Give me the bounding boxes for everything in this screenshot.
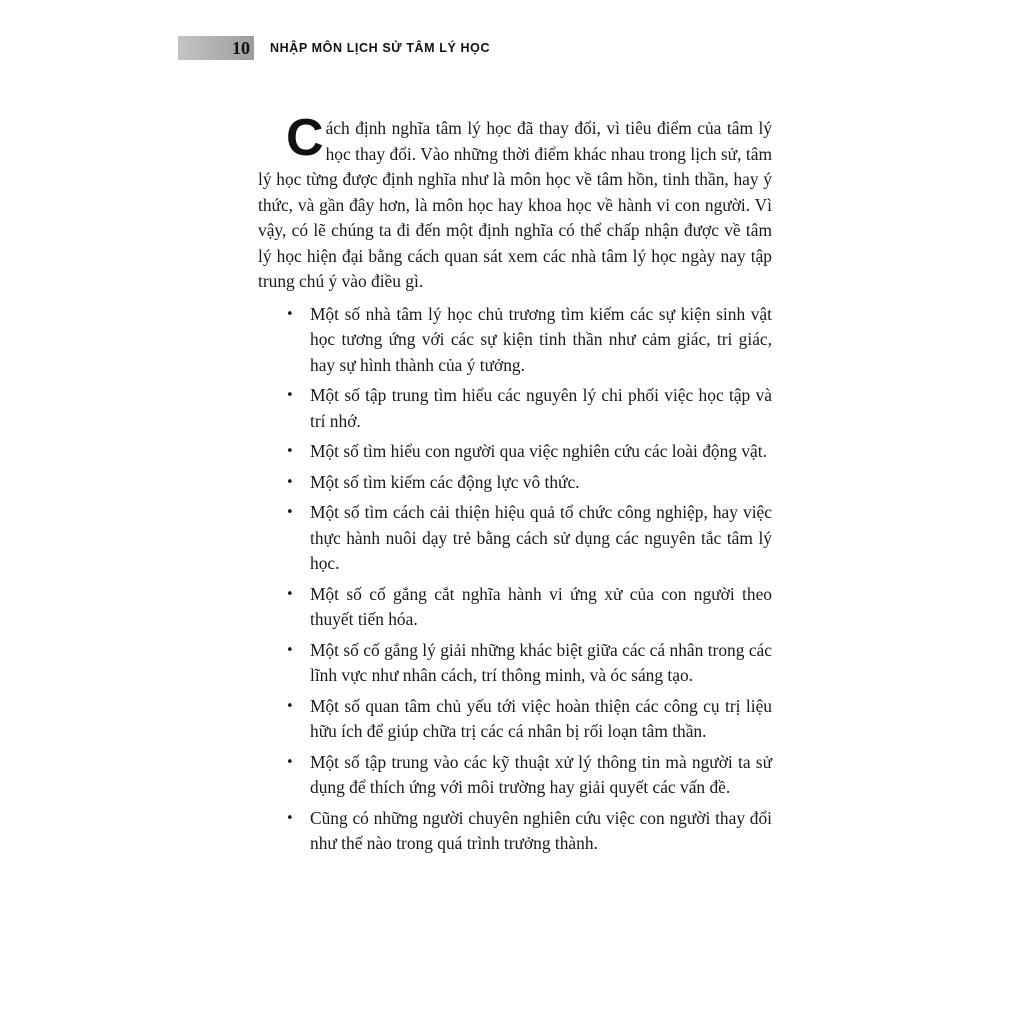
list-item	[258, 694, 772, 745]
page-number-box	[178, 36, 254, 60]
list-item	[258, 383, 772, 434]
list-item-text: Một số quan tâm chủ yếu tới việc hoàn thiện các công cụ trị liệu hữu ích để giúp chữa trị các cá nhân bị rối loạn tâm thần.	[310, 695, 772, 741]
bullet-icon: •	[286, 586, 294, 602]
bullet-icon: •	[286, 642, 294, 658]
bullet-icon: •	[286, 474, 294, 490]
bullet-icon: •	[286, 698, 294, 714]
bullet-icon: •	[286, 505, 294, 520]
list-item-text: Một số tìm cách cải thiện hiệu quả tổ chức công nghiệp, hay việc thực hành nuôi dạy trẻ bằng cách sử dụng các nguyên tắc tâm lý học.	[310, 502, 772, 573]
list-item-text: Cũng có những người chuyên nghiên cứu việc con người thay đổi như thế nào trong quá trình trưởng thành.	[310, 807, 772, 853]
list-item	[258, 470, 772, 496]
bullet-icon: •	[286, 306, 294, 322]
list-item	[258, 302, 772, 379]
running-title: NHẬP MÔN LỊCH SỬ TÂM LÝ HỌC	[270, 41, 491, 55]
list-item-text: Một số tập trung tìm hiểu các nguyên lý chi phối việc học tập và trí nhớ.	[310, 385, 772, 431]
bullet-icon: •	[286, 388, 294, 403]
drop-cap: C	[286, 109, 324, 167]
intro-text: ách định nghĩa tâm lý học đã thay đổi, vì tiêu điểm của tâm lý học thay đổi. Vào những thời điểm khác nhau trong lịch sử, tâm lý học từng được định nghĩa như là môn học về tâm hồn, tinh thần, hay ý thức, và gần đây hơn, là môn học hay khoa học về hành vi con người. Vì vậy, có lẽ chúng ta đi đến một định nghĩa có thể chấp nhận được về tâm lý học hiện đại bằng cách quan sát xem các nhà tâm lý học ngày nay tập trung chú ý vào điều gì.	[258, 118, 772, 291]
list-item-text: Một số tìm hiểu con người qua việc nghiên cứu các loài động vật.	[310, 441, 767, 461]
list-item	[258, 500, 772, 577]
page-body	[258, 109, 772, 862]
page-number: 10	[232, 37, 250, 58]
bullet-list	[258, 302, 772, 857]
bullet-icon: •	[286, 754, 294, 770]
page-header	[178, 36, 490, 60]
list-item	[258, 750, 772, 801]
list-item-text: Một số cố gắng cắt nghĩa hành vi ứng xử của con người theo thuyết tiến hóa.	[310, 583, 772, 629]
list-item	[258, 582, 772, 633]
list-item	[258, 439, 772, 465]
bullet-icon: •	[286, 810, 294, 826]
list-item-text: Một số tập trung vào các kỹ thuật xử lý thông tin mà người ta sử dụng để thích ứng với môi trường hay giải quyết các vấn đề.	[310, 751, 772, 797]
intro-paragraph	[258, 109, 772, 295]
list-item-text: Một số nhà tâm lý học chủ trương tìm kiếm các sự kiện sinh vật học tương ứng với các sự kiện tinh thần như cảm giác, tri giác, hay sự hình thành của ý tưởng.	[310, 303, 772, 375]
list-item	[258, 638, 772, 689]
list-item-text: Một số cố gắng lý giải những khác biệt giữa các cá nhân trong các lĩnh vực như nhân cách, trí thông minh, và óc sáng tạo.	[310, 639, 772, 685]
list-item	[258, 806, 772, 857]
list-item-text: Một số tìm kiếm các động lực vô thức.	[310, 471, 580, 492]
bullet-icon: •	[286, 444, 294, 459]
